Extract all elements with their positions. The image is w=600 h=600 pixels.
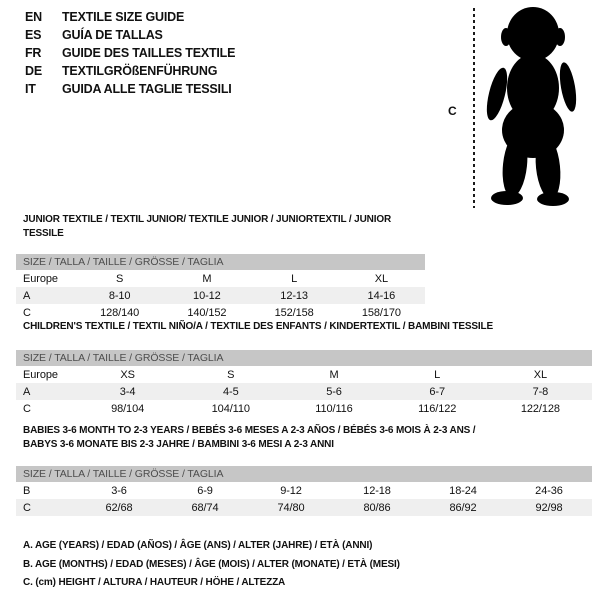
table-title-line: CHILDREN'S TEXTILE / TEXTIL NIÑO/A / TEXTILE DES ENFANTS / KINDERTEXTIL / BAMBINI TESSILE — [23, 321, 493, 332]
size-cell: XS — [120, 368, 135, 381]
size-cell: 24-36 — [535, 484, 563, 497]
language-code: ES — [25, 28, 42, 42]
size-cell: 80/86 — [363, 501, 391, 514]
size-cell: 12-18 — [363, 484, 391, 497]
size-cell: 3-4 — [119, 385, 136, 398]
size-cell: 5-6 — [326, 385, 342, 398]
language-label: GUIDE DES TAILLES TEXTILE — [62, 46, 236, 60]
row-label: A — [23, 289, 31, 302]
size-cell: 9-12 — [280, 484, 302, 497]
size-header-bar: SIZE / TALLA / TAILLE / GRÖSSE / TAGLIA — [16, 350, 592, 366]
row-label: C — [23, 501, 31, 514]
size-cell: 6-9 — [197, 484, 213, 497]
size-cell: 68/74 — [191, 501, 219, 514]
footnote-line: C. (cm) HEIGHT / ALTURA / HAUTEUR / HÖHE / ALTEZZA — [23, 577, 286, 588]
size-cell: 92/98 — [535, 501, 563, 514]
row-label: A — [23, 385, 31, 398]
size-header-bar: SIZE / TALLA / TAILLE / GRÖSSE / TAGLIA — [16, 254, 425, 270]
table-row — [16, 383, 592, 400]
language-row — [25, 10, 235, 28]
size-cell: 74/80 — [277, 501, 305, 514]
size-cell: 12-13 — [280, 289, 308, 302]
table-row — [16, 270, 425, 287]
size-cell: 140/152 — [187, 306, 227, 319]
row-label: C — [23, 306, 31, 319]
size-cell: 116/122 — [418, 402, 457, 415]
size-cell: 152/158 — [274, 306, 314, 319]
size-cell: 7-8 — [532, 385, 549, 398]
size-cell: S — [116, 272, 124, 285]
size-cell: S — [227, 368, 235, 381]
size-cell: M — [202, 272, 212, 285]
toddler-silhouette-icon — [482, 4, 580, 210]
size-cell: 10-12 — [193, 289, 221, 302]
language-label: GUÍA DE TALLAS — [62, 28, 163, 42]
size-cell: 122/128 — [520, 402, 560, 415]
size-cell: M — [329, 368, 339, 381]
table-row — [16, 287, 425, 304]
language-code: DE — [25, 64, 42, 78]
size-cell: 14-16 — [367, 289, 396, 302]
footnote-line: B. AGE (MONTHS) / EDAD (MESES) / ÂGE (MOIS) / ALTER (MONATE) / ETÀ (MESI) — [23, 558, 400, 570]
size-cell: XL — [533, 368, 548, 381]
size-cell: 104/110 — [211, 402, 250, 415]
height-measure-label: C — [448, 104, 457, 118]
language-list — [25, 10, 235, 100]
size-cell: 8-10 — [108, 289, 131, 302]
table-row — [16, 304, 425, 321]
size-cell: L — [291, 272, 298, 285]
table-row — [16, 482, 592, 499]
junior-textile-section — [16, 213, 425, 321]
row-label: Europe — [23, 368, 58, 381]
table-row — [16, 400, 592, 417]
language-row — [25, 82, 235, 100]
language-label: TEXTILE SIZE GUIDE — [62, 10, 185, 24]
row-label: Europe — [23, 272, 58, 285]
babies-textile-section — [16, 424, 592, 516]
size-cell: 62/68 — [105, 501, 133, 514]
footnotes — [23, 537, 400, 593]
table-title — [23, 424, 592, 452]
language-row — [25, 28, 235, 46]
size-cell: 4-5 — [222, 385, 239, 398]
size-cell: 6-7 — [429, 385, 445, 398]
row-label: B — [23, 484, 31, 497]
table-title — [23, 213, 425, 241]
table-title-line: BABIES 3-6 MONTH TO 2-3 YEARS / BEBÉS 3-6 MESES A 2-3 AÑOS / BÉBÉS 3-6 MOIS À 2-3 ANS / — [23, 425, 476, 436]
language-label: TEXTILGRÖßENFÜHRUNG — [62, 64, 218, 78]
table-title — [23, 320, 592, 334]
junior-size-table — [16, 254, 425, 321]
language-label: GUIDA ALLE TAGLIE TESSILI — [62, 82, 232, 96]
table-row — [16, 366, 592, 383]
size-cell: 128/140 — [100, 306, 140, 319]
size-cell: 3-6 — [111, 484, 127, 497]
babies-size-table — [16, 466, 592, 516]
size-cell: 98/104 — [111, 402, 145, 415]
footnote-line: A. AGE (YEARS) / EDAD (AÑOS) / ÂGE (ANS) / ALTER (JAHRE) / ETÀ (ANNI) — [23, 540, 373, 551]
size-cell: 158/170 — [361, 306, 401, 319]
size-cell: L — [434, 368, 441, 381]
size-cell: 86/92 — [449, 501, 477, 514]
table-row — [16, 499, 592, 516]
table-title-line: BABYS 3-6 MONATE BIS 2-3 JAHRE / BAMBINI 3-6 MESI A 2-3 ANNI — [23, 439, 334, 450]
size-header-bar: SIZE / TALLA / TAILLE / GRÖSSE / TAGLIA — [16, 466, 592, 482]
language-code: IT — [25, 82, 36, 96]
language-row — [25, 46, 235, 64]
table-title-line: JUNIOR TEXTILE / TEXTIL JUNIOR/ TEXTILE JUNIOR / JUNIORTEXTIL / JUNIOR TESSILE — [23, 214, 392, 239]
children-textile-section — [16, 320, 592, 417]
row-label: C — [23, 402, 31, 415]
size-cell: 110/116 — [315, 402, 353, 415]
children-size-table — [16, 350, 592, 417]
size-cell: XL — [374, 272, 388, 285]
language-row — [25, 64, 235, 82]
size-cell: 18-24 — [449, 484, 477, 497]
language-code: EN — [25, 10, 42, 24]
language-code: FR — [25, 46, 42, 60]
height-measure-line — [473, 8, 475, 208]
